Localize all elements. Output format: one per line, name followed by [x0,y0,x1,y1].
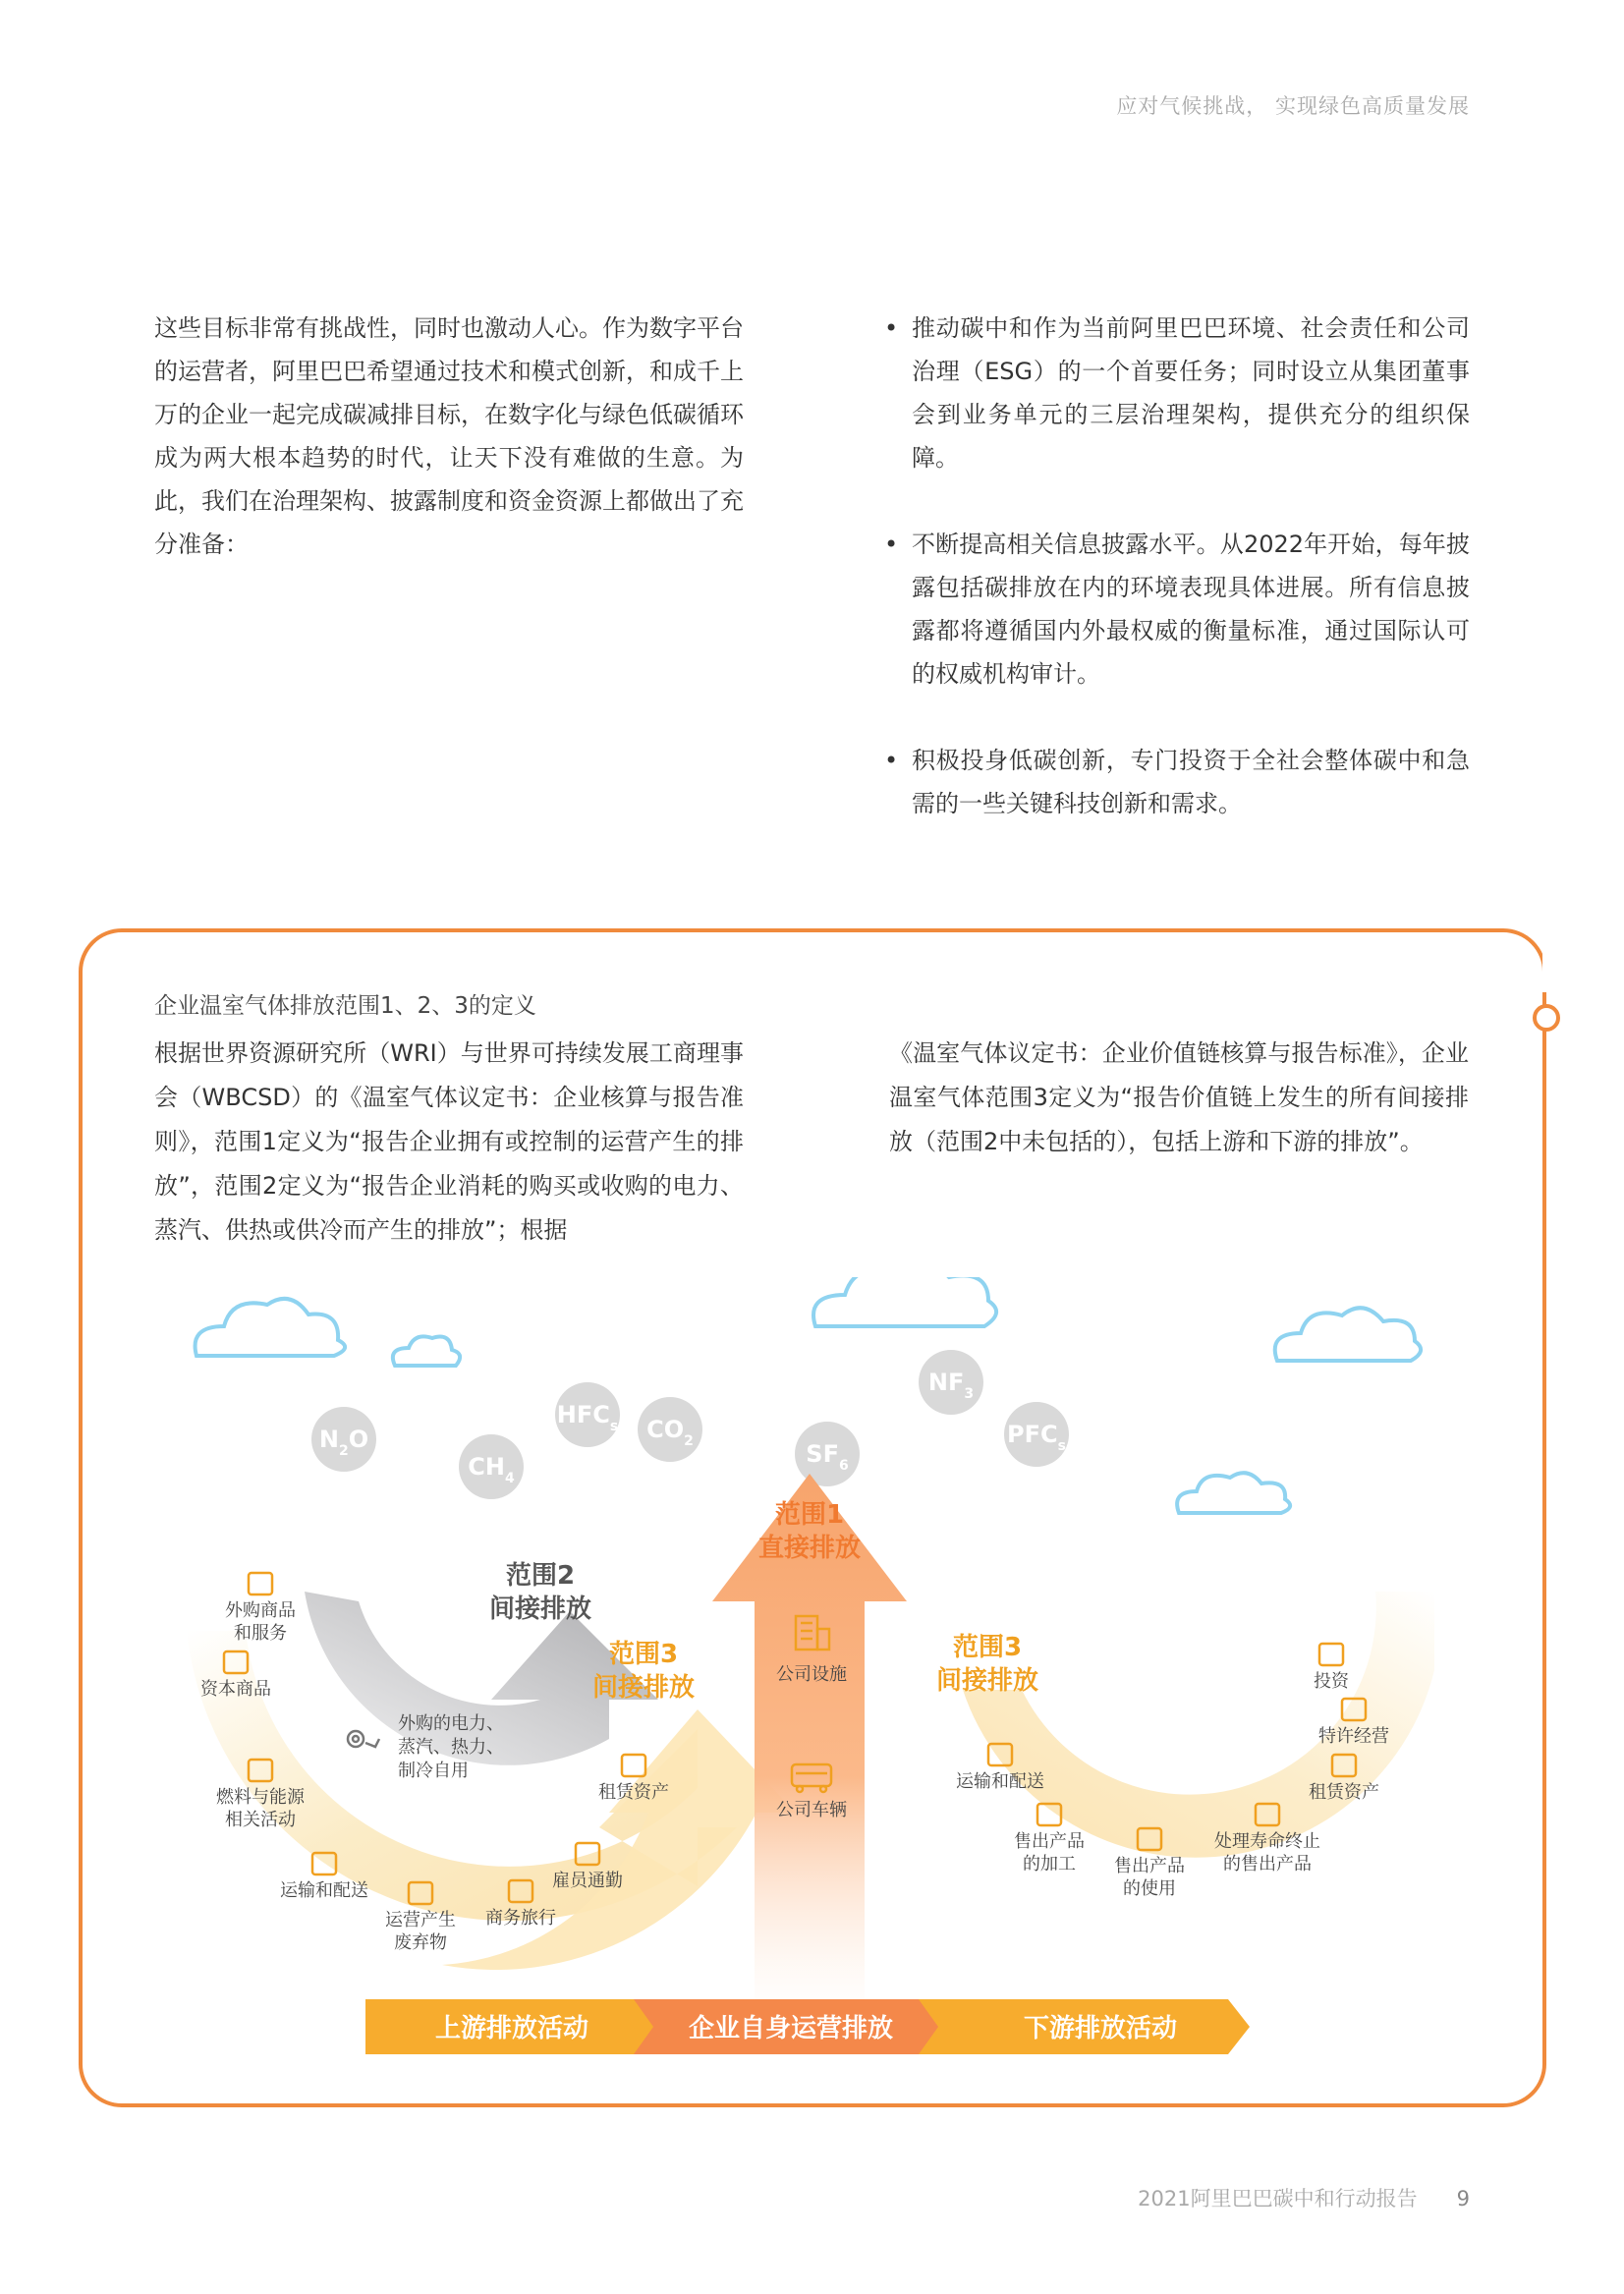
list-item [884,739,1470,825]
scope2-item-line1: 外购的电力、 [398,1713,504,1734]
bar-label-downstream: 下游排放活动 [1023,2014,1178,2043]
card-ring-decoration [1533,1004,1560,1032]
scope3-item-label: 投资 [1314,1671,1349,1692]
scope1-item-facility: 公司设施 [776,1664,847,1685]
scope3-item-label: 运输和配送 [956,1771,1044,1792]
footer-title: 2021阿里巴巴碳中和行动报告 [1138,2187,1418,2210]
gas-molecule [555,1382,620,1447]
gas-molecule [459,1434,524,1499]
scope2-item-line2: 蒸汽、热力、 [398,1737,504,1758]
item-icon [1319,1644,1343,1665]
scope3-item-label: 雇员通勤 [552,1871,623,1891]
page-number: 9 [1456,2187,1470,2210]
bullet-icon: • [884,531,899,558]
list-item [884,307,1470,479]
scope3-item-label: 废弃物 [394,1932,447,1953]
scope2-label: 范围2 [505,1561,576,1591]
gas-label: $HFC_s$ [556,1401,619,1434]
scope3-item [225,1573,296,1644]
list-item-text: 推动碳中和作为当前阿里巴巴环境、社会责任和公司治理（ESG）的一个首要任务；同时设立从集团董事会到业务单元的三层治理架构，提供充分的组织保障。 [912,314,1470,472]
page-footer [1138,2183,1470,2212]
gear-icon [348,1731,379,1747]
cloud-icon [393,1336,460,1366]
bullet-icon: • [884,314,899,342]
scope3-item-label: 售出产品 [1014,1831,1085,1852]
scope2-sublabel: 间接排放 [488,1595,592,1624]
scope2-item-line3: 制冷自用 [398,1761,469,1781]
scope1-sublabel: 直接排放 [757,1534,862,1563]
item-icon [249,1573,272,1595]
definition-title: 企业温室气体排放范围1、2、3的定义 [154,993,536,1019]
bar-label-operations: 企业自身运营排放 [688,2014,894,2043]
scope3-downstream-sublabel: 间接排放 [935,1666,1039,1696]
gas-layer [311,1350,1069,1499]
scope3-item [1314,1644,1350,1692]
scope3-item-label: 的售出产品 [1223,1854,1312,1874]
running-header: 应对气候挑战， 实现绿色高质量发展 [1116,94,1470,118]
scope3-item-label: 售出产品 [1114,1856,1185,1876]
gas-label: $CH_4$ [468,1453,515,1486]
activity-bar [365,1999,1250,2054]
intro-paragraph: 这些目标非常有挑战性，同时也激动人心。作为数字平台的运营者，阿里巴巴希望通过技术和模式创新，和成千上万的企业一起完成碳减排目标，在数字化与绿色低碳循环成为两大根本趋势的时代，让天下没有难做的生意。为此，我们在治理架构、披露制度和资金资源上都做出了充分准备： [154,314,744,558]
gas-molecule [795,1422,860,1486]
gas-molecule [919,1350,983,1415]
item-icon [622,1755,645,1776]
scope3-item-label: 的使用 [1123,1878,1176,1899]
gas-molecule [1004,1402,1069,1467]
bullet-icon: • [884,747,899,774]
list-item [884,523,1470,696]
scope3-item-label: 处理寿命终止 [1214,1831,1320,1852]
gas-label: $NF_3$ [927,1369,975,1402]
scope3-item-label: 的加工 [1023,1854,1076,1874]
commitment-list [884,307,1470,868]
scope3-item-label: 运营产生 [385,1910,456,1930]
scope3-item-label: 和服务 [234,1623,287,1644]
list-item-text: 积极投身低碳创新，专门投资于全社会整体碳中和急需的一些关键科技创新和需求。 [912,747,1470,817]
scope1-item-vehicle: 公司车辆 [776,1800,847,1820]
scope3-downstream-arc [963,1592,1434,1858]
scope3-item-label: 外购商品 [225,1600,296,1621]
gas-molecule [638,1397,702,1462]
list-item-text: 不断提高相关信息披露水平。从2022年开始，每年披露包括碳排放在内的环境表现具体进展。所有信息披露都将遵循国内外最权威的衡量标准，通过国际认可的权威机构审计。 [912,531,1470,688]
definition-right-text: 《温室气体议定书：企业价值链核算与报告标准》，企业温室气体范围3定义为“报告价值链上发生的所有间接排放（范围2中未包括的），包括上游和下游的排放”。 [889,1039,1469,1155]
gas-label: $CO_2$ [646,1416,694,1449]
scope3-item-label: 燃料与能源 [216,1787,305,1808]
scope3-upstream-sublabel: 间接排放 [591,1673,696,1703]
definition-left-text: 根据世界资源研究所（WRI）与世界可持续发展工商理事会（WBCSD）的《温室气体议定书：企业核算与报告准则》，范围1定义为“报告企业拥有或控制的运营产生的排放”，范围2定义为“报告企业消耗的购买或收购的电力、蒸汽、供热或供冷而产生的排放”；根据 [154,1039,744,1244]
scope3-downstream-label: 范围3 [952,1633,1023,1662]
scope3-item-label: 运输和配送 [280,1880,368,1901]
scope3-item-label: 特许经营 [1318,1726,1389,1747]
gas-label: $N_2O$ [318,1426,369,1459]
card-border-gap [1542,914,1624,992]
cloud-icon [813,1277,996,1326]
gas-label: $SF_6$ [806,1440,849,1474]
emission-scope-diagram [147,1277,1484,2063]
scope1-label: 范围1 [774,1500,845,1530]
scope3-item-label: 租赁资产 [598,1782,669,1803]
bar-label-upstream: 上游排放活动 [434,2014,589,2043]
gas-label: $PFC_s$ [1007,1421,1066,1454]
scope3-upstream-label: 范围3 [608,1640,679,1669]
scope3-item-label: 租赁资产 [1309,1782,1379,1803]
scope3-item-label: 资本商品 [200,1679,271,1700]
scope3-item-label: 相关活动 [225,1810,296,1830]
cloud-icon [1177,1473,1290,1513]
gas-molecule [311,1407,376,1472]
cloud-icon [1275,1308,1421,1361]
scope3-item-label: 商务旅行 [485,1908,556,1929]
cloud-icon [196,1299,346,1356]
